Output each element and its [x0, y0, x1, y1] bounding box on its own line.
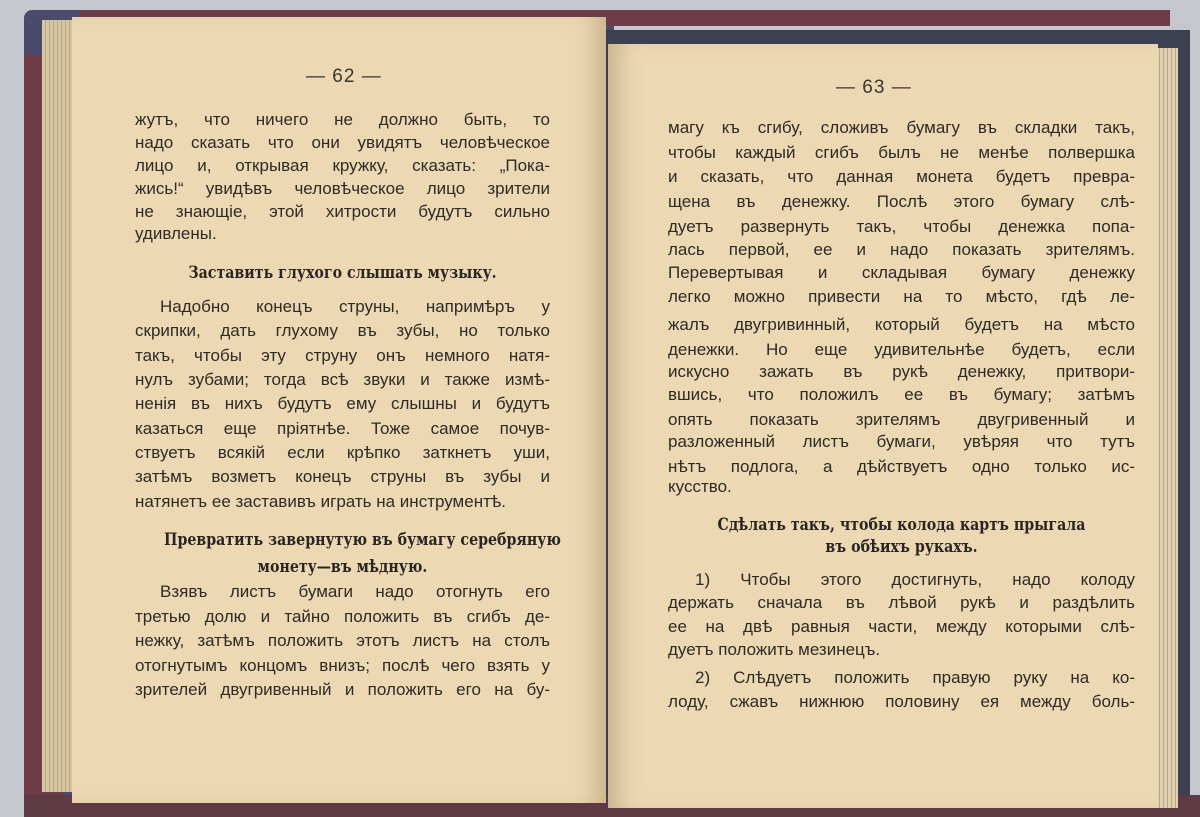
text-line: легко можно привести на то мѣсто, гдѣ ле-: [668, 287, 1135, 306]
text-line: вшись, что положилъ ее въ бумагу; затѣмъ: [668, 385, 1135, 404]
text-line: надо сказать что они увидятъ человѣческое: [135, 133, 550, 152]
text-line: и сказать, что данная монета будетъ превра-: [668, 167, 1135, 186]
text-line: опять показать зрителямъ двугривенный и: [668, 410, 1135, 429]
text-line: нѣтъ подлога, а дѣйствуетъ одно только ис-: [668, 457, 1135, 476]
text-line: 2) Слѣдуетъ положить правую руку на ко-: [695, 668, 1135, 687]
section-heading-line: монету—въ мѣдную.: [257, 557, 428, 576]
text-line: лицо и, открывая кружку, сказать: „Пока-: [135, 156, 550, 175]
section-heading-line: Заставить глухого слышать музыку.: [188, 263, 497, 282]
text-line: не знающіе, этой хитрости будутъ сильно: [135, 202, 550, 221]
text-line: скрипки, дать глухому въ зубы, но только: [135, 321, 550, 340]
text-line: нулъ зубами; тогда всѣ звуки и также измѣ-: [135, 370, 550, 389]
text-line: ненія въ нихъ будутъ ему слышны и будутъ: [135, 394, 550, 413]
text-line: дуетъ положить мезинецъ.: [668, 640, 881, 659]
text-line: жутъ, что ничего не должно быть, то: [135, 110, 550, 129]
section-heading-line: Сдѣлать такъ, чтобы колода картъ прыгала: [717, 515, 1086, 534]
text-line: щена въ денежку. Послѣ этого бумагу слѣ-: [668, 192, 1135, 211]
text-line: Надобно конецъ струны, напримѣръ у: [160, 297, 550, 316]
text-line: зрителей двугривенный и положить его на бу-: [135, 680, 550, 699]
text-line: 1) Чтобы этого достигнуть, надо колоду: [695, 570, 1135, 589]
text-line: жись!“ увидѣвъ человѣческое лицо зрители: [135, 179, 550, 198]
text-line: такъ, чтобы эту струну онъ немного натя-: [135, 346, 550, 365]
text-line: казаться еще пріятнѣе. Тоже самое почув-: [135, 419, 550, 438]
left-page: [72, 17, 606, 803]
text-line: ее на двѣ равныя части, между которыми слѣ-: [668, 617, 1135, 636]
text-line: денежки. Но еще удивительнѣе будетъ, если: [668, 340, 1135, 359]
text-line: натянетъ ее заставивъ играть на инструментѣ.: [135, 492, 507, 511]
text-line: держать сначала въ лѣвой рукѣ и раздѣлить: [668, 593, 1135, 612]
section-heading-line: въ обѣихъ рукахъ.: [825, 537, 978, 556]
right-page: [608, 44, 1158, 808]
text-line: искусно зажать въ рукѣ денежку, притвори-: [668, 362, 1135, 381]
text-line: чтобы каждый сгибъ былъ не менѣе полвершка: [668, 143, 1135, 162]
text-line: удивлены.: [135, 224, 217, 243]
text-line: лоду, сжавъ нижнюю половину ея между боль-: [668, 692, 1135, 711]
text-line: отогнутымъ концомъ внизъ; послѣ чего взять у: [135, 656, 550, 675]
text-line: затѣмъ возметъ конецъ струны въ зубы и: [135, 467, 550, 486]
text-line: кусство.: [668, 477, 732, 496]
text-line: третью долю и тайно положить въ сгибъ де-: [135, 607, 550, 626]
page-number: — 62 —: [306, 66, 382, 87]
text-line: нежку, затѣмъ положить этотъ листъ на столъ: [135, 631, 550, 650]
page-number: — 63 —: [836, 77, 912, 98]
text-line: магу къ сгибу, сложивъ бумагу въ складки такъ,: [668, 118, 1135, 137]
text-line: разложенный листъ бумаги, увѣряя что тутъ: [668, 432, 1135, 451]
text-line: дуетъ развернуть такъ, чтобы денежка попа-: [668, 217, 1135, 236]
section-heading-line: Превратить завернутую въ бумагу серебряную: [164, 530, 561, 549]
text-line: жалъ двугривинный, который будетъ на мѣсто: [668, 315, 1135, 334]
text-line: Перевертывая и складывая бумагу денежку: [668, 263, 1135, 282]
text-line: Взявъ листъ бумаги надо отогнуть его: [160, 582, 550, 601]
text-line: лась первой, ее и надо показать зрителямъ.: [668, 240, 1135, 259]
text-line: ствуетъ всякій если крѣпко заткнетъ уши,: [135, 443, 550, 462]
page-edges-right: [1156, 48, 1178, 808]
